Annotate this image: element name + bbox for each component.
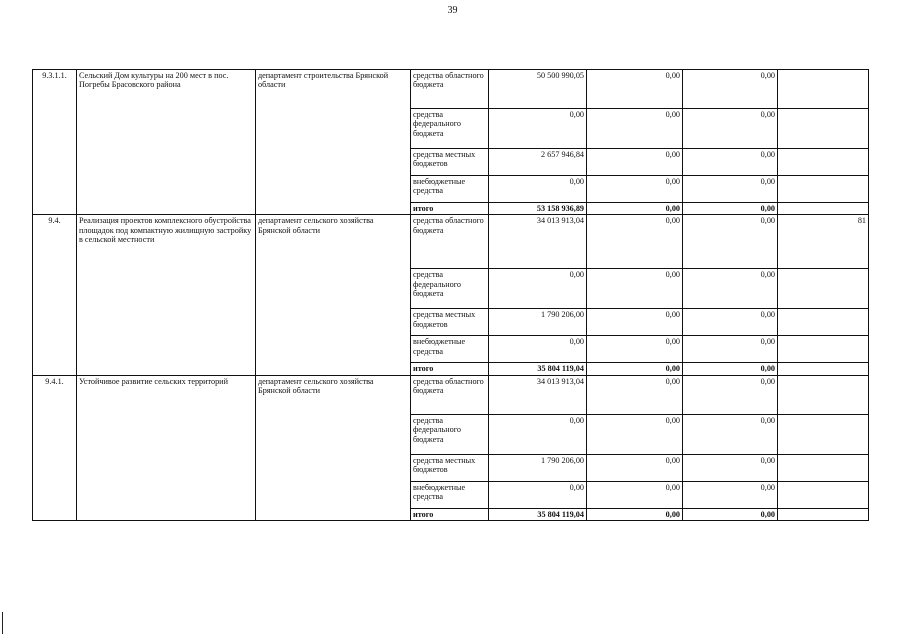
- amount-cell: 0,00: [587, 454, 683, 481]
- amount-cell: 0,00: [587, 203, 683, 215]
- amount-cell: 0,00: [587, 363, 683, 375]
- amount-cell: 53 158 936,89: [489, 203, 587, 215]
- amount-cell: 0,00: [489, 481, 587, 508]
- item-name: Сельский Дом культуры на 200 мест в пос. Погребы Брасовского района: [77, 70, 256, 215]
- funding-source: средства федерального бюджета: [411, 269, 489, 309]
- amount-cell: 0,00: [489, 336, 587, 363]
- item-code: 9.4.1.: [33, 375, 77, 520]
- funding-source: итого: [411, 508, 489, 520]
- amount-cell: 0,00: [587, 269, 683, 309]
- amount-cell: [778, 203, 869, 215]
- amount-cell: 2 657 946,84: [489, 149, 587, 176]
- amount-cell: 0,00: [683, 109, 778, 149]
- amount-cell: [778, 269, 869, 309]
- amount-cell: 0,00: [683, 309, 778, 336]
- amount-cell: [778, 149, 869, 176]
- amount-cell: 1 790 206,00: [489, 309, 587, 336]
- amount-cell: 35 804 119,04: [489, 363, 587, 375]
- amount-cell: 1 790 206,00: [489, 454, 587, 481]
- executor: департамент сельского хозяйства Брянской области: [256, 215, 411, 375]
- amount-cell: 0,00: [683, 336, 778, 363]
- item-name: Устойчивое развитие сельских территорий: [77, 375, 256, 520]
- amount-cell: 0,00: [683, 375, 778, 414]
- amount-cell: 0,00: [489, 414, 587, 454]
- amount-cell: 0,00: [489, 109, 587, 149]
- table-row: [33, 215, 869, 269]
- executor: департамент строительства Брянской области: [256, 70, 411, 215]
- amount-cell: [778, 375, 869, 414]
- item-code: 9.3.1.1.: [33, 70, 77, 215]
- amount-cell: [778, 414, 869, 454]
- budget-table-body: [33, 70, 869, 521]
- amount-cell: 0,00: [683, 70, 778, 109]
- amount-cell: 81: [778, 215, 869, 269]
- amount-cell: 0,00: [489, 269, 587, 309]
- amount-cell: 0,00: [683, 149, 778, 176]
- amount-cell: [778, 481, 869, 508]
- amount-cell: 0,00: [683, 414, 778, 454]
- funding-source: внебюджетные средства: [411, 176, 489, 203]
- funding-source: внебюджетные средства: [411, 336, 489, 363]
- funding-source: внебюджетные средства: [411, 481, 489, 508]
- amount-cell: [778, 70, 869, 109]
- funding-source: средства областного бюджета: [411, 70, 489, 109]
- funding-source: средства областного бюджета: [411, 375, 489, 414]
- amount-cell: 0,00: [683, 203, 778, 215]
- amount-cell: 0,00: [587, 375, 683, 414]
- table-row: [33, 375, 869, 414]
- amount-cell: 0,00: [587, 414, 683, 454]
- amount-cell: [778, 454, 869, 481]
- amount-cell: 0,00: [587, 309, 683, 336]
- amount-cell: 0,00: [587, 70, 683, 109]
- budget-table: [32, 69, 869, 521]
- item-code: 9.4.: [33, 215, 77, 375]
- amount-cell: 0,00: [683, 269, 778, 309]
- amount-cell: 0,00: [683, 363, 778, 375]
- amount-cell: 0,00: [683, 481, 778, 508]
- amount-cell: 0,00: [683, 215, 778, 269]
- funding-source: средства федерального бюджета: [411, 109, 489, 149]
- funding-source: средства федерального бюджета: [411, 414, 489, 454]
- funding-source: средства областного бюджета: [411, 215, 489, 269]
- amount-cell: 0,00: [489, 176, 587, 203]
- page-number: 39: [447, 5, 458, 16]
- amount-cell: [778, 336, 869, 363]
- amount-cell: 0,00: [683, 176, 778, 203]
- funding-source: итого: [411, 363, 489, 375]
- funding-source: средства местных бюджетов: [411, 309, 489, 336]
- executor: департамент сельского хозяйства Брянской области: [256, 375, 411, 520]
- amount-cell: 0,00: [587, 508, 683, 520]
- amount-cell: 0,00: [587, 149, 683, 176]
- amount-cell: 0,00: [587, 481, 683, 508]
- funding-source: итого: [411, 203, 489, 215]
- amount-cell: [778, 508, 869, 520]
- item-name: Реализация проектов комплексного обустройства площадок под компактную жилищную застройку в сельской местности: [77, 215, 256, 375]
- amount-cell: 0,00: [587, 215, 683, 269]
- funding-source: средства местных бюджетов: [411, 149, 489, 176]
- amount-cell: 0,00: [587, 176, 683, 203]
- amount-cell: [778, 176, 869, 203]
- amount-cell: 0,00: [587, 336, 683, 363]
- amount-cell: [778, 109, 869, 149]
- amount-cell: 34 013 913,04: [489, 215, 587, 269]
- amount-cell: [778, 363, 869, 375]
- amount-cell: [778, 309, 869, 336]
- amount-cell: 0,00: [683, 508, 778, 520]
- amount-cell: 0,00: [587, 109, 683, 149]
- funding-source: средства местных бюджетов: [411, 454, 489, 481]
- scan-edge-mark: [2, 612, 3, 634]
- amount-cell: 34 013 913,04: [489, 375, 587, 414]
- table-row: [33, 70, 869, 109]
- amount-cell: 35 804 119,04: [489, 508, 587, 520]
- amount-cell: 0,00: [683, 454, 778, 481]
- amount-cell: 50 500 990,05: [489, 70, 587, 109]
